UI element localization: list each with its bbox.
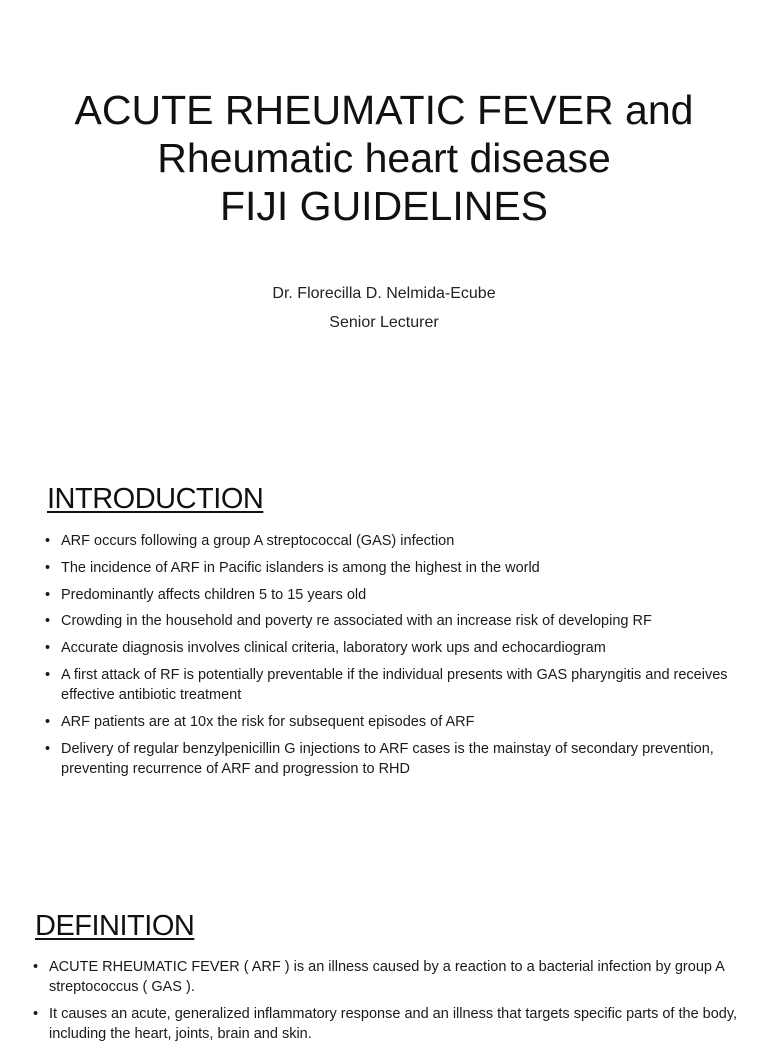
bullet-icon: • <box>45 613 51 630</box>
list-item <box>43 638 733 658</box>
list-item <box>31 957 743 997</box>
list-item <box>43 585 733 605</box>
bullet-text: ARF occurs following a group A streptococcal (GAS) infection <box>61 533 455 549</box>
bullet-icon: • <box>45 586 51 603</box>
bullet-icon: • <box>45 666 51 683</box>
list-item <box>43 665 733 705</box>
author-name: Dr. Florecilla D. Nelmida-Ecube <box>272 285 496 302</box>
title-line-1: ACUTE RHEUMATIC FEVER and <box>74 87 694 133</box>
bullet-icon: • <box>45 640 51 657</box>
bullet-icon: • <box>45 713 51 730</box>
bullet-text: Accurate diagnosis involves clinical criteria, laboratory work ups and echocardiogram <box>61 640 606 657</box>
bullet-icon: • <box>45 559 51 576</box>
bullet-text: The incidence of ARF in Pacific islanders is among the highest in the world <box>61 559 540 576</box>
bullet-icon: • <box>33 1005 39 1022</box>
definition-bullet-list <box>31 957 743 1051</box>
definition-slide <box>0 876 768 1042</box>
bullet-icon: • <box>45 533 51 549</box>
bullet-text: ARF patients are at 10x the risk for subsequent episodes of ARF <box>61 713 475 730</box>
list-item <box>43 739 733 779</box>
list-item <box>43 611 733 631</box>
bullet-text: Predominantly affects children 5 to 15 years old <box>61 586 367 603</box>
list-item <box>43 712 733 732</box>
title-line-3: FIJI GUIDELINES <box>219 183 549 229</box>
title-line-2: Rheumatic heart disease <box>157 135 611 181</box>
slide-title <box>0 86 768 230</box>
definition-heading: DEFINITION <box>35 910 195 942</box>
introduction-heading: INTRODUCTION <box>47 483 264 515</box>
slide-subtitle <box>0 279 768 337</box>
bullet-text: It causes an acute, generalized inflammatory response and an illness that targets specific parts of the body, including the heart, joints, brain and skin. <box>49 1005 738 1042</box>
introduction-bullet-list <box>43 531 733 785</box>
author-role: Senior Lecturer <box>329 314 439 331</box>
list-item <box>31 1004 743 1044</box>
bullet-text: A first attack of RF is potentially preventable if the individual presents with GAS pharyngitis and receives effective antibiotic treatment <box>61 666 728 703</box>
list-item <box>43 531 733 551</box>
introduction-slide <box>0 440 768 876</box>
bullet-icon: • <box>33 959 39 975</box>
title-slide <box>0 0 768 440</box>
bullet-icon: • <box>45 740 51 757</box>
bullet-text: Crowding in the household and poverty re associated with an increase risk of developing RF <box>61 613 652 630</box>
list-item <box>43 558 733 578</box>
bullet-text: Delivery of regular benzylpenicillin G injections to ARF cases is the mainstay of secondary prevention, preventing recurrence of ARF and progression to RHD <box>61 740 714 777</box>
bullet-text: ACUTE RHEUMATIC FEVER ( ARF ) is an illness caused by a reaction to a bacterial infection by group A streptococcus ( GAS ). <box>49 959 725 995</box>
